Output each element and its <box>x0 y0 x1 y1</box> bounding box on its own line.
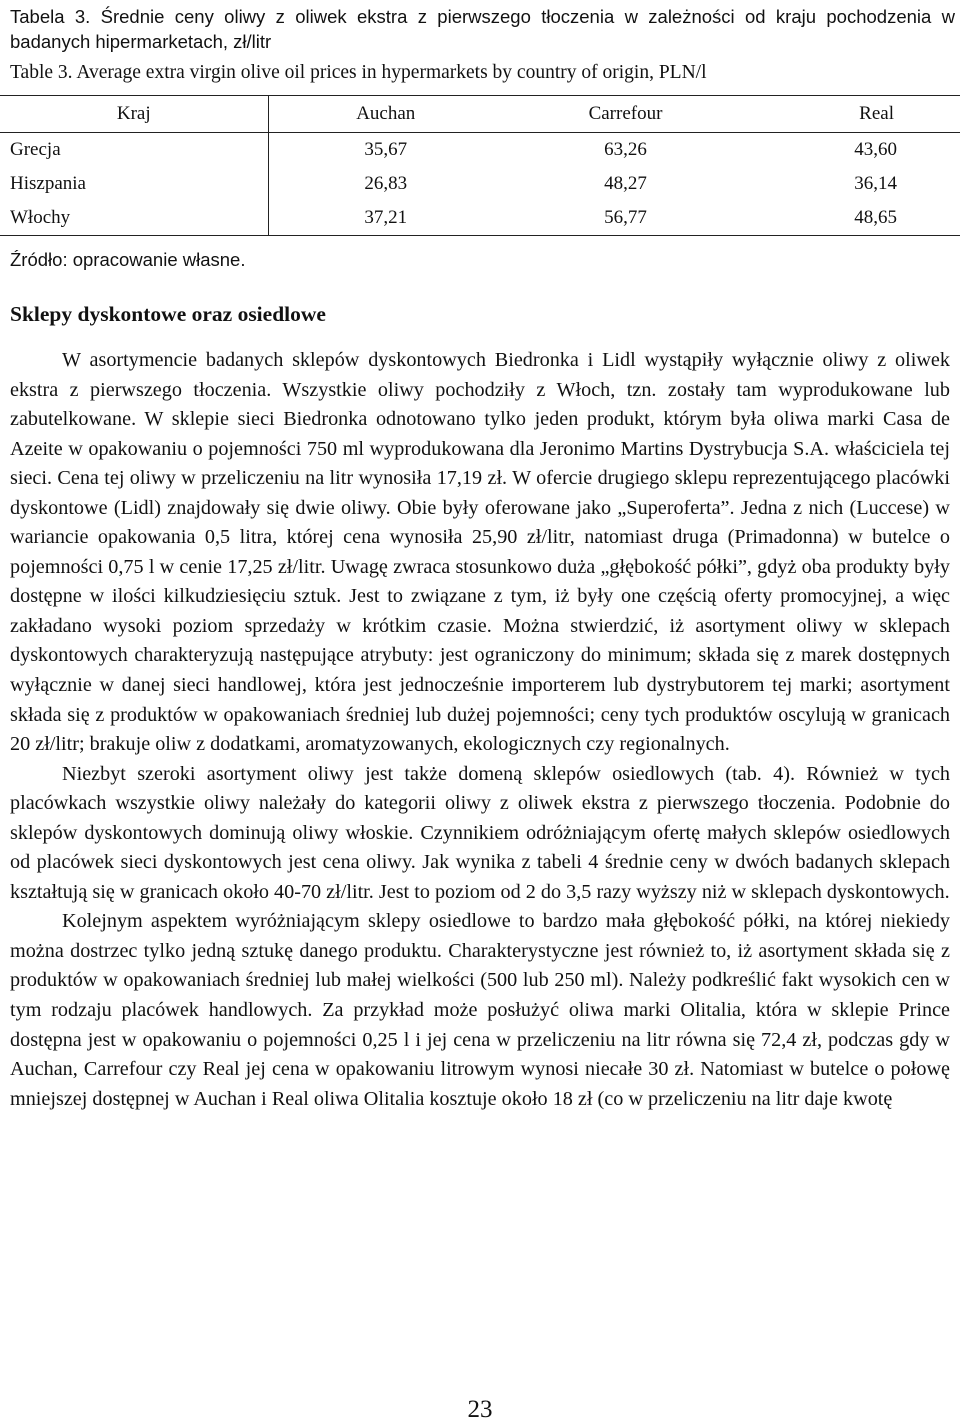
cell-country: Hiszpania <box>0 167 268 201</box>
table-header-row <box>0 96 960 133</box>
section-heading: Sklepy dyskontowe oraz osiedlowe <box>10 302 326 326</box>
cell-country: Grecja <box>0 133 268 168</box>
header-real: Real <box>859 103 894 124</box>
header-auchan: Auchan <box>356 103 416 124</box>
table-caption-english: Table 3. Average extra virgin olive oil prices in hypermarkets by country of origin, PLN/l <box>10 62 707 83</box>
table-row <box>0 167 960 201</box>
paragraph-neighborhood-stores: Niezbyt szeroki asortyment oliwy jest także domeną sklepów osiedlowych (tab. 4). Również w tych placówkach wszystkie oliwy należały do kategorii oliwy z oliwek ekstra z pierwszego tłoczenia. Podobnie do sklepów dyskontowych dominują oliwy włoskie. Czynnikiem odróżniającym ofertę małych sklepów osiedlowych od placówek sieci dyskontowych jest cena oliwy. Jak wynika z tabeli 4 średnie ceny w dwóch badanych sklepach kształtują się w granicach około 40-70 zł/litr. Jest to poziom od 2 do 3,5 razy wyższy niż w sklepach dyskontowych. <box>10 762 950 903</box>
header-kraj: Kraj <box>0 96 268 133</box>
header-carrefour: Carrefour <box>588 103 663 124</box>
table-source-note: Źródło: opracowanie własne. <box>10 249 246 270</box>
cell-carrefour: 48,27 <box>604 173 647 194</box>
cell-carrefour: 56,77 <box>604 207 647 228</box>
cell-real: 48,65 <box>854 207 897 228</box>
cell-carrefour: 63,26 <box>604 139 647 160</box>
table-caption-polish: Tabela 3. Średnie ceny oliwy z oliwek ekstra z pierwszego tłoczenia w zależności od kraju pochodzenia w badanych hipermarketach, zł/litr <box>10 6 955 52</box>
cell-real: 43,60 <box>854 139 897 160</box>
cell-auchan: 26,83 <box>364 173 408 194</box>
table-row <box>0 133 960 168</box>
price-table <box>0 95 960 236</box>
cell-real: 36,14 <box>854 173 897 194</box>
body-text <box>10 346 950 1114</box>
cell-country: Włochy <box>0 201 268 236</box>
cell-auchan: 35,67 <box>364 139 408 160</box>
cell-auchan: 37,21 <box>364 207 408 228</box>
table-row <box>0 201 960 236</box>
paragraph-discount-stores: W asortymencie badanych sklepów dyskontowych Biedronka i Lidl wystąpiły wyłącznie oliwy z oliwek ekstra z pierwszego tłoczenia. Wszystkie oliwy pochodziły z Włoch, tzn. zostały tam wyprodukowane lub zabutelkowane. W sklepie sieci Biedronka odnotowano tylko jeden produkt, którym była oliwa marki Casa de Azeite w opakowaniu o pojemności 750 ml wyprodukowana dla Jeronimo Martins Dystrybucja S.A. właściciela tej sieci. Cena tej oliwy w przeliczeniu na litr wynosiła 17,19 zł. W ofercie drugiego sklepu reprezentującego placówki dyskontowe (Lidl) znajdowały się dwie oliwy. Obie były oferowane jako „Superoferta”. Jedna z nich (Luccese) w wariancie opakowania 0,5 litra, której cena wynosiła 25,90 zł/litr, natomiast druga (Primadonna) w butelce o pojemności 0,75 l w cenie 17,25 zł/litr. Uwagę zwraca stosunkowo duża „głębokość półki”, gdyż oba produkty były dostępne w ilości kilkudziesięciu sztuk. Jest to związane z tym, iż były one częścią oferty promocyjnej, a więc zakładano wysoki poziom sprzedaży w krótkim czasie. Można stwierdzić, iż asortyment oliwy w sklepach dyskontowych charakteryzują następujące atrybuty: jest ograniczony do minimum; składa się z marek dostępnych wyłącznie w danej sieci handlowej, która jest jednocześnie importerem lub dystrybutorem tej marki; asortyment składa się z produktów w opakowaniach średniej lub dużej pojemności; ceny tych produktów oscylują w granicach 20 zł/litr; brakuje oliw z dodatkami, aromatyzowanych, ekologicznych czy regionalnych. <box>10 349 950 756</box>
paragraph-shelf-depth: Kolejnym aspektem wyróżniającym sklepy osiedlowe to bardzo mała głębokość półki, na której niekiedy można dostrzec tylko jedną sztukę danego produktu. Charakterystyczne jest również to, iż asortyment składa się z produktów w opakowaniach średniej lub małej wielkości (500 lub 250 ml). Należy podkreślić fakt wysokich cen w tym rodzaju placówek handlowych. Za przykład może posłużyć oliwa marki Olitalia, która w sklepie Prince dostępna jest w opakowaniu o pojemności 0,25 l i jej cena w przeliczeniu na litr równa się 72,4 zł, podczas gdy w Auchan, Carrefour czy Real jej cena w opakowaniu litrowym wynosi niecałe 30 zł. Natomiast w butelce o połowę mniejszej dostępnej w Auchan i Real oliwa Olitalia kosztuje około 18 zł (co w przeliczeniu na litr daje kwotę <box>10 910 950 1110</box>
page-number: 23 <box>467 1396 493 1423</box>
